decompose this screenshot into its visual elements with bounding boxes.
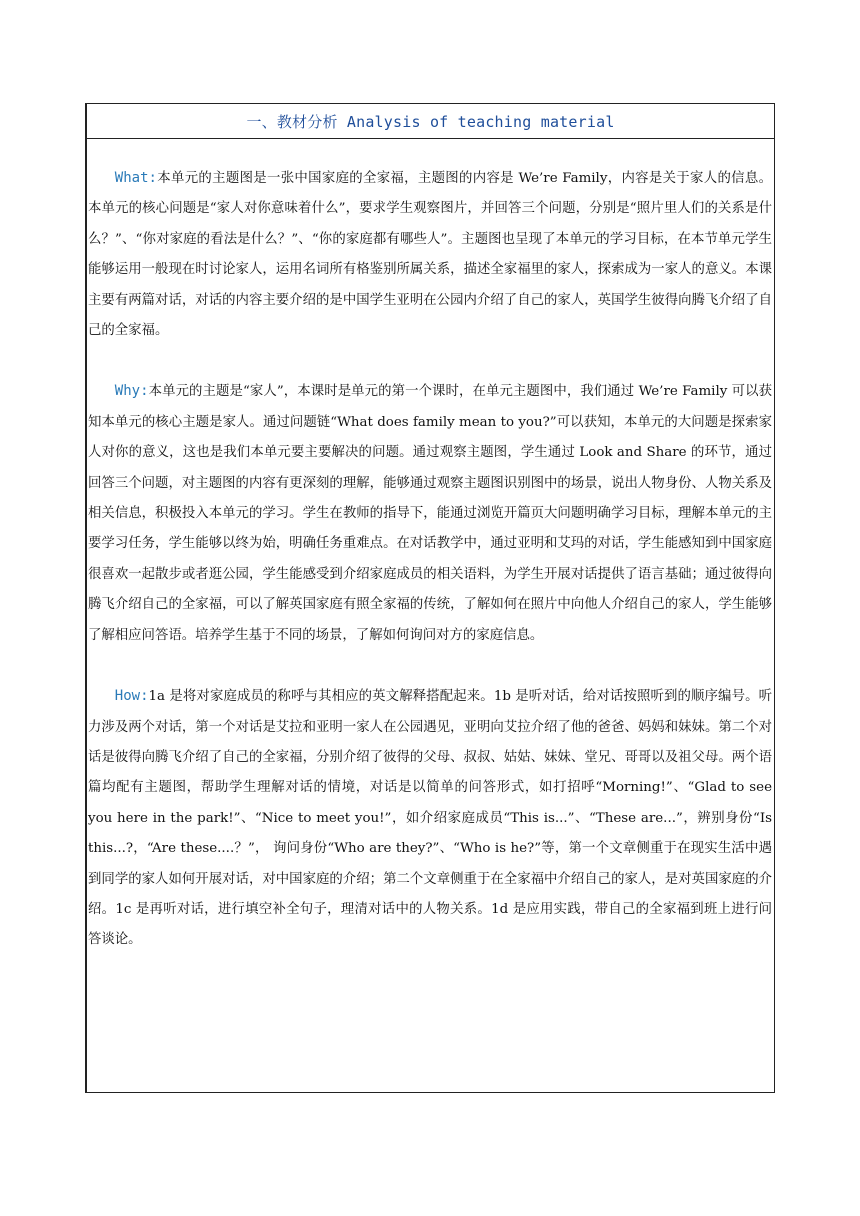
how-paragraph — [88, 681, 772, 956]
how-text: 1a 是将对家庭成员的称呼与其相应的英文解释搭配起来。1b 是听对话，给对话按照听到的顺序编号。听力涉及两个对话，第一个对话是艾拉和亚明一家人在公园遇见，亚明向艾拉介绍了他的爸爸、妈妈和妹妹。第二个对话是彼得向腾飞介绍了自己的全家福，分别介绍了彼得的父母、叔叔、姑姑、妹妹、堂兄、哥哥以及祖父母。两个语篇均配有主题图，帮助学生理解对话的情境，对话是以简单的问答形式，如打招呼“Morning!”、“Glad to see you here in the park!”、“Nice to meet you!”，如介绍家庭成员“This is...”、“These are...”，辨别身份“Is this...?，“Are these....？”， 询问身份“Who are they?”、“Who is he?”等，第一个文章侧重于在现实生活中遇到同学的家人如何开展对话，对中国家庭的介绍；第二个文章侧重于在全家福中介绍自己的家人，是对英国家庭的介绍。1c 是再听对话，进行填空补全句子，理清对话中的人物关系。1d 是应用实践，带自己的全家福到班上进行问答谈论。 — [88, 689, 772, 948]
analysis-table — [85, 103, 775, 1093]
why-keyword: Why: — [114, 383, 149, 400]
table-body-cell — [87, 139, 774, 956]
section-title: 一、教材分析 Analysis of teaching material — [246, 112, 615, 131]
why-text: 本单元的主题是“家人”，本课时是单元的第一个课时，在单元主题图中，我们通过 We’re Family 可以获知本单元的核心主题是家人。通过问题链“What does family mean to you?”可以获知，本单元的大问题是探索家人对你的意义，这也是我们本单元要主要解决的问题。通过观察主题图，学生通过 Look and Share 的环节，通过回答三个问题，对主题图的内容有更深刻的理解，能够通过观察主题图识别图中的场景，说出人物身份、人物关系及相关信息，积极投入本单元的学习。学生在教师的指导下，能通过浏览开篇页大问题明确学习目标，理解本单元的主要学习任务，学生能够以终为始，明确任务重难点。在对话教学中，通过亚明和艾玛的对话，学生能感知到中国家庭很喜欢一起散步或者逛公园，学生能感受到介绍家庭成员的相关语料，为学生开展对话提供了语言基础；通过彼得向腾飞介绍自己的全家福，可以了解英国家庭有照全家福的传统，了解如何在照片中向他人介绍自己的家人，学生能够了解相应问答语。培养学生基于不同的场景，了解如何询问对方的家庭信息。 — [88, 384, 772, 643]
table-header-row — [87, 104, 774, 139]
what-paragraph — [88, 163, 772, 346]
what-keyword: What: — [114, 170, 157, 186]
what-text: 本单元的主题图是一张中国家庭的全家福，主题图的内容是 We’re Family，内容是关于家人的信息。本单元的核心问题是“家人对你意味着什么”，要求学生观察图片，并回答三个问题，分别是“照片里人们的关系是什么？”、“你对家庭的看法是什么？”、“你的家庭都有哪些人”。主题图也呈现了本单元的学习目标，在本节单元学生能够运用一般现在时讨论家人，运用名词所有格鉴别所属关系，描述全家福里的家人，探索成为一家人的意义。本课主要有两篇对话，对话的内容主要介绍的是中国学生亚明在公园内介绍了自己的家人，英国学生彼得向腾飞介绍了自己的全家福。 — [88, 171, 772, 339]
how-keyword: How: — [114, 688, 149, 705]
why-paragraph — [88, 376, 772, 651]
